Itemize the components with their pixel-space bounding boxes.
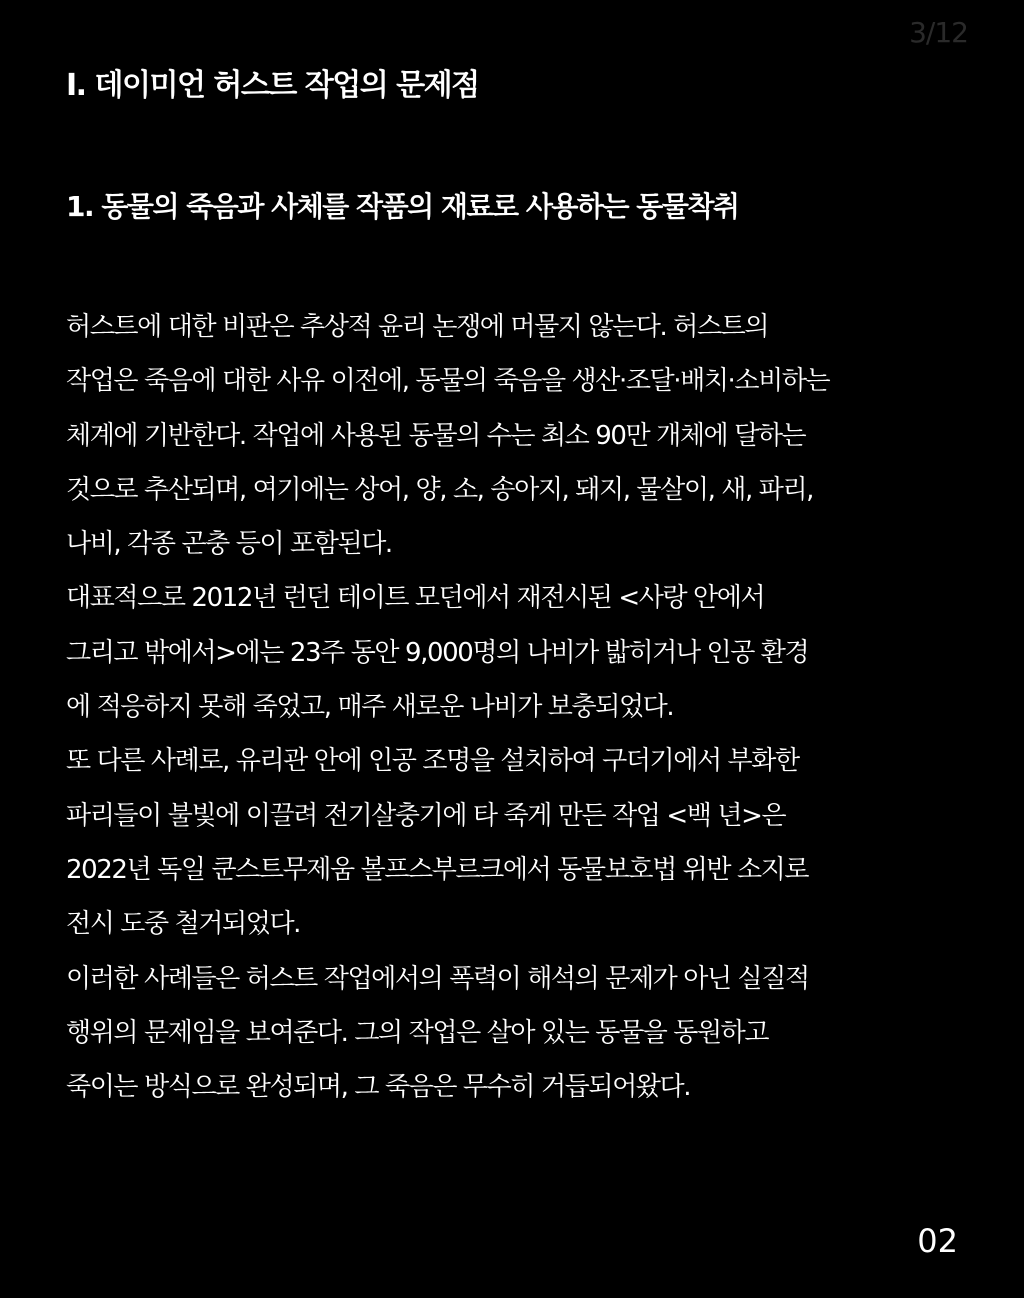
page-number: 02 bbox=[917, 1222, 958, 1260]
page-indicator: 3/12 bbox=[909, 16, 968, 49]
body-line: 것으로 추산되며, 여기에는 상어, 양, 소, 송아지, 돼지, 물살이, 새, 파리, bbox=[66, 474, 814, 505]
body-line: 나비, 각종 곤충 등이 포함된다. bbox=[66, 529, 392, 560]
body-line: 대표적으로 2012년 런던 테이트 모던에서 재전시된 <사랑 안에서 bbox=[66, 583, 765, 614]
body-line: 또 다른 사례로, 유리관 안에 인공 조명을 설치하여 구더기에서 부화한 bbox=[66, 746, 799, 777]
body-line: 파리들이 불빛에 이끌려 전기살충기에 타 죽게 만든 작업 <백 년>은 bbox=[66, 800, 786, 831]
section-title: I. 데이미언 허스트 작업의 문제점 bbox=[66, 68, 479, 103]
body-line: 작업은 죽음에 대한 사유 이전에, 동물의 죽음을 생산·조달·배치·소비하는 bbox=[66, 366, 830, 397]
body-text bbox=[66, 300, 966, 1114]
body-line: 죽이는 방식으로 완성되며, 그 죽음은 무수히 거듭되어왔다. bbox=[66, 1072, 691, 1103]
subsection-title: 1. 동물의 죽음과 사체를 작품의 재료로 사용하는 동물착취 bbox=[66, 190, 739, 223]
body-line: 에 적응하지 못해 죽었고, 매주 새로운 나비가 보충되었다. bbox=[66, 692, 674, 723]
body-line: 행위의 문제임을 보여준다. 그의 작업은 살아 있는 동물을 동원하고 bbox=[66, 1017, 769, 1048]
body-line: 전시 도중 철거되었다. bbox=[66, 909, 301, 940]
body-line: 그리고 밖에서>에는 23주 동안 9,000명의 나비가 밟히거나 인공 환경 bbox=[66, 637, 809, 668]
body-line: 허스트에 대한 비판은 추상적 윤리 논쟁에 머물지 않는다. 허스트의 bbox=[66, 312, 769, 342]
body-line: 체계에 기반한다. 작업에 사용된 동물의 수는 최소 90만 개체에 달하는 bbox=[66, 420, 806, 451]
body-line: 이러한 사례들은 허스트 작업에서의 폭력이 해석의 문제가 아닌 실질적 bbox=[66, 963, 809, 994]
body-line: 2022년 독일 쿤스트무제움 볼프스부르크에서 동물보호법 위반 소지로 bbox=[66, 854, 809, 885]
